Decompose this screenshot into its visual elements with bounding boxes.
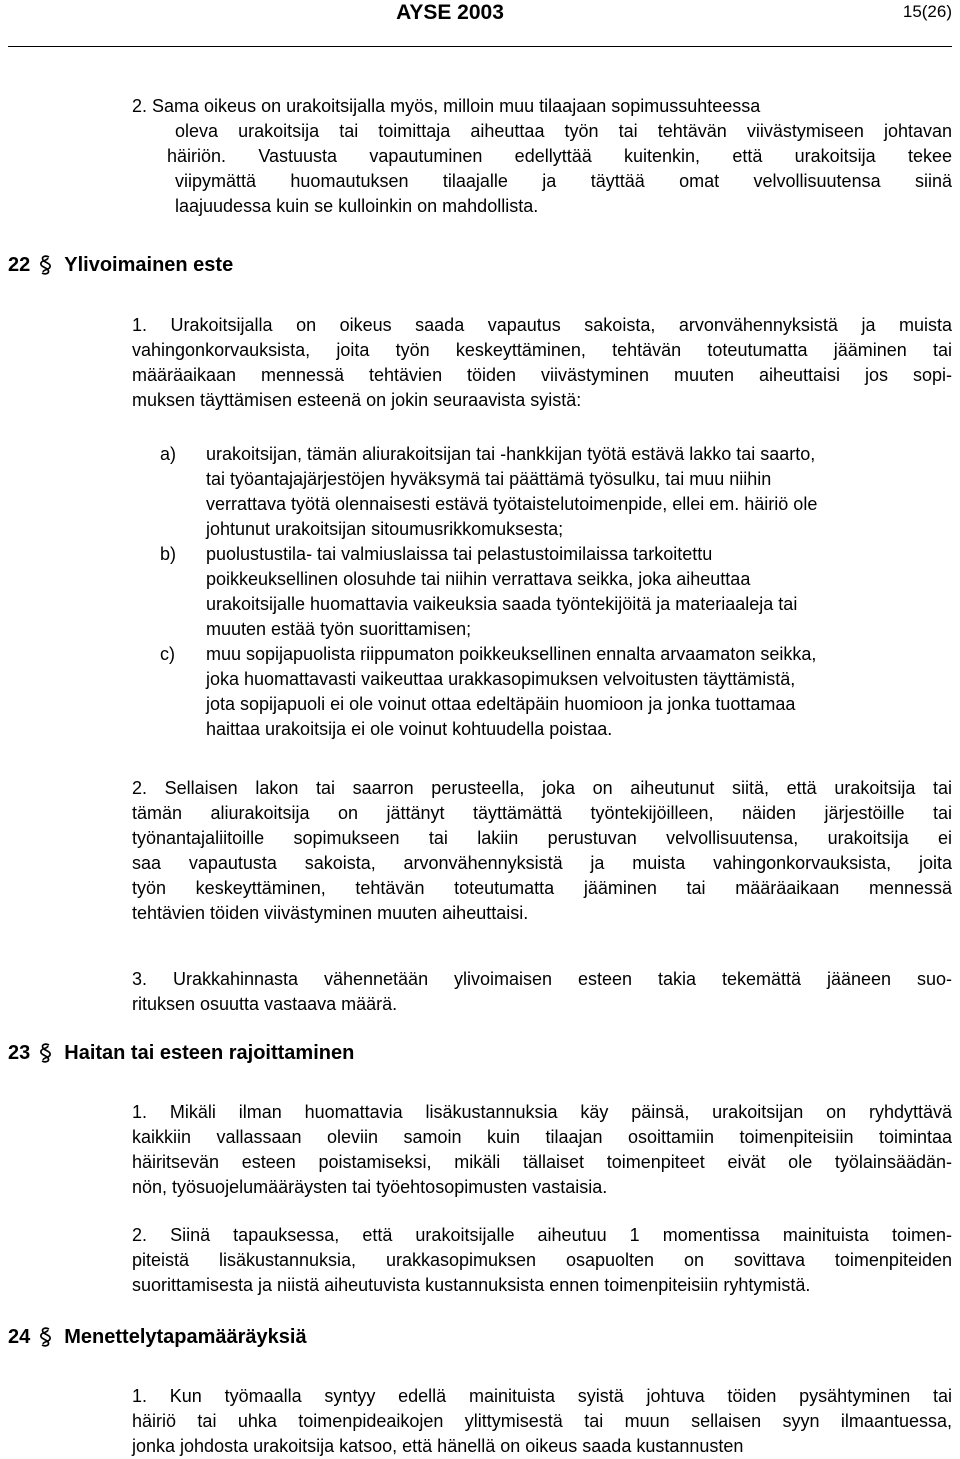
text-line: nön, työsuojelumääräysten tai työehtosopimusten vastaisia. — [132, 1177, 608, 1197]
text-line: häiritsevän esteen poistamiseksi, mikäli tällaiset toimenpiteet eivät ole työlainsäädän- — [132, 1152, 952, 1172]
list-item — [160, 542, 960, 642]
text-line: joka huomattavasti vaikeuttaa urakkasopimuksen velvoitusten täyttämistä, — [206, 669, 796, 689]
text-line: johtunut urakoitsijan sitoumusrikkomuksesta; — [206, 519, 564, 539]
text-line: työn keskeyttäminen, tehtävän toteutumatta jääminen tai määräaikaan mennessä — [132, 878, 952, 898]
text-line: kaikkiin vallassaan oleviin samoin kuin tilaajan osoittamiin toimenpiteisiin toimintaa — [132, 1127, 952, 1147]
text-line: häiriö tai uhka toimenpideaikojen ylittymisestä tai muun sellaisen syyn ilmaantuessa, — [132, 1411, 952, 1431]
text-line: muuten estää työn suorittamisen; — [206, 619, 472, 639]
text-line: puolustustila- tai valmiuslaissa tai pelastustoimilaissa tarkoitettu — [206, 544, 713, 564]
page-number: 15(26) — [902, 2, 952, 21]
section-heading-22 — [8, 254, 233, 277]
text-line: verrattava työtä olennaisesti estävä työtaistelutoimenpide, ellei em. häiriö ole — [206, 494, 818, 514]
text-line: poikkeuksellinen olosuhde tai niihin verrattava seikka, joka aiheuttaa — [206, 569, 751, 589]
section-title: Haitan tai esteen rajoittaminen — [64, 1042, 355, 1064]
text-line: viipymättä huomautuksen tilaajalle ja täyttää omat velvollisuutensa siinä — [175, 171, 952, 191]
text-line: suorittamisesta ja niistä aiheutuvista kustannuksista ennen toimenpiteisiin ryhtymistä. — [132, 1275, 811, 1295]
text-line: 1. Mikäli ilman huomattavia lisäkustannuksia käy päinsä, urakoitsijan on ryhdyttävä — [132, 1102, 952, 1122]
text-line: 1. Kun työmaalla syntyy edellä mainituista syistä johtuva töiden pysähtyminen tai — [132, 1386, 952, 1406]
section-title: Menettelytapamääräyksiä — [64, 1326, 307, 1348]
text-line: jota sopijapuoli ei ole voinut ottaa edeltäpäin huomioon ja jonka tuottamaa — [206, 694, 796, 714]
text-line: tämän aliurakoitsija on jättänyt täyttämättä työntekijöilleen, näiden järjestöille tai — [132, 803, 952, 823]
list-item — [160, 442, 960, 542]
text-line: määräaikaan mennessä tehtävien töiden viivästyminen muuten aiheuttaisi jos sopi- — [132, 365, 952, 385]
text-line: haittaa urakoitsija ei ole voinut kohtuudella poistaa. — [206, 719, 613, 739]
text-line: oleva urakoitsija tai toimittaja aiheuttaa työn tai tehtävän viivästymiseen johtavan — [175, 121, 952, 141]
text-line: muksen täyttämisen esteenä on jokin seuraavista syistä: — [132, 390, 582, 410]
text-line: laajuudessa kuin se kulloinkin on mahdollista. — [175, 196, 539, 216]
intro-paragraph — [132, 94, 952, 219]
list-marker: c) — [160, 644, 175, 664]
section-number: 24 — [8, 1326, 31, 1348]
section-22-list — [160, 442, 960, 742]
section-22-paragraph-3 — [132, 967, 952, 1017]
text-line: häiriön. Vastuusta vapautuminen edellyttää kuitenkin, että urakoitsija tekee — [167, 146, 952, 166]
text-line: työnantajaliitoille sopimukseen tai lakiin perustuvan velvollisuutensa, urakoitsija ei — [132, 828, 952, 848]
list-marker: a) — [160, 444, 177, 464]
text-line: tehtävien töiden viivästyminen muuten aiheuttaisi. — [132, 903, 529, 923]
section-22-paragraph-2 — [132, 776, 952, 926]
document-title: AYSE 2003 — [396, 1, 504, 24]
text-line: 2. Sama oikeus on urakoitsijalla myös, milloin muu tilaajaan sopimussuhteessa — [132, 96, 761, 116]
header-divider — [8, 46, 952, 47]
text-line: rituksen osuutta vastaava määrä. — [132, 994, 398, 1014]
text-line: 2. Sellaisen lakon tai saarron perusteella, joka on aiheutunut siitä, että urakoitsija tai — [132, 778, 952, 798]
text-line: muu sopijapuolista riippumaton poikkeuksellinen ennalta arvaamaton seikka, — [206, 644, 817, 664]
text-line: 1. Urakoitsijalla on oikeus saada vapautus sakoista, arvonvähennyksistä ja muista — [132, 315, 952, 335]
section-heading-24 — [8, 1326, 307, 1349]
text-line: 2. Siinä tapauksessa, että urakoitsijalle aiheutuu 1 momentissa mainituista toimen- — [132, 1225, 952, 1245]
text-line: urakoitsijan, tämän aliurakoitsijan tai -hankkijan työtä estävä lakko tai saarto, — [206, 444, 816, 464]
text-line: 3. Urakkahinnasta vähennetään ylivoimaisen esteen takia tekemättä jääneen suo- — [132, 969, 952, 989]
text-line: saa vapautusta sakoista, arvonvähennyksistä ja muista vahingonkorvauksista, joita — [132, 853, 952, 873]
text-line: tai työantajajärjestöjen hyväksymä tai päättämä työsulku, tai muu niihin — [206, 469, 772, 489]
section-heading-23 — [8, 1042, 354, 1065]
text-line: urakoitsijalle huomattavia vaikeuksia saada työntekijöitä ja materiaaleja tai — [206, 594, 798, 614]
section-23-paragraph-2 — [132, 1223, 952, 1298]
section-number: 22 — [8, 254, 31, 276]
section-sign-icon — [38, 1042, 54, 1064]
text-line: piteistä lisäkustannuksia, urakkasopimuksen osapuolten on sovittava toimenpiteiden — [132, 1250, 952, 1270]
list-marker: b) — [160, 544, 177, 564]
section-22-paragraph-1 — [132, 313, 952, 413]
text-line: vahingonkorvauksista, joita työn keskeyttäminen, tehtävän toteutumatta jääminen tai — [132, 340, 952, 360]
section-title: Ylivoimainen este — [64, 254, 234, 276]
section-number: 23 — [8, 1042, 31, 1064]
section-sign-icon — [38, 1326, 54, 1348]
text-line: jonka johdosta urakoitsija katsoo, että hänellä on oikeus saada kustannusten — [132, 1436, 744, 1456]
section-sign-icon — [38, 254, 54, 276]
section-23-paragraph-1 — [132, 1100, 952, 1200]
section-24-paragraph-1 — [132, 1384, 952, 1459]
list-item — [160, 642, 960, 742]
